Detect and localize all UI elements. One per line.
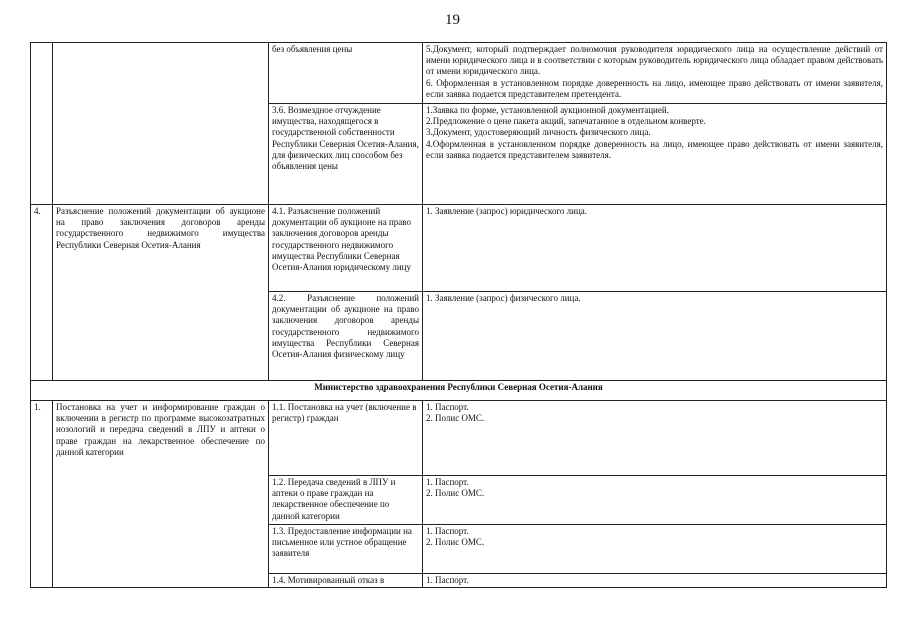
document-item: 4.Оформленная в установленном порядке доверенность на лицо, имеющее право действовать от имени заявителя, если заявка подается представителем заявителя. <box>426 138 883 160</box>
table-row <box>31 476 887 525</box>
subservice-name: 1.1. Постановка на учет (включение в регистр) граждан <box>269 401 423 476</box>
row-number <box>31 525 53 574</box>
required-documents <box>423 43 887 104</box>
row-number <box>31 292 53 381</box>
subservice-name: 1.3. Предоставление информации на письменное или устное обращение заявителя <box>269 525 423 574</box>
page-number: 19 <box>445 12 460 28</box>
ministry-heading: Министерство здравоохранения Республики Северная Осетия-Алания <box>31 381 887 401</box>
document-item: 1. Паспорт. <box>426 402 469 412</box>
required-documents <box>423 205 887 292</box>
subservice-name: 4.1. Разъяснение положений документации об аукционе на право заключения договоров аренды государственного недвижимого имущества Республики Северная Осетия-Алания юридическому лицу <box>269 205 423 292</box>
document-item: 2. Полис ОМС. <box>426 413 485 424</box>
required-documents <box>423 525 887 574</box>
service-name <box>53 43 269 104</box>
document-item: 2. Полис ОМС. <box>426 537 485 548</box>
document-item: 2.Предложение о цене пакета акций, запечатанное в отдельном конверте. <box>426 116 706 127</box>
service-name: Разъяснение положений документации об аукционе на право заключения договоров аренды государственного недвижимого имущества Республики Северная Осетия-Алания <box>53 205 269 292</box>
document-item: 1. Паспорт. <box>426 526 469 536</box>
service-name <box>53 525 269 574</box>
required-documents <box>423 292 887 381</box>
table-row <box>31 574 887 588</box>
table-row <box>31 381 887 401</box>
document-item: 1. Паспорт. <box>426 477 469 487</box>
services-table <box>30 42 887 588</box>
subservice-name: без объявления цены <box>269 43 423 104</box>
table-row <box>31 401 887 476</box>
table-row <box>31 43 887 104</box>
document-item: 1. Заявление (запрос) физического лица. <box>426 293 581 303</box>
row-number <box>31 574 53 588</box>
row-number <box>31 104 53 205</box>
required-documents <box>423 401 887 476</box>
document-item: 1.Заявка по форме, установленной аукционной документацией. <box>426 105 669 115</box>
row-number: 1. <box>31 401 53 476</box>
required-documents <box>423 104 887 205</box>
document-item: 2. Полис ОМС. <box>426 488 485 499</box>
document-item: 3.Документ, удостоверяющий личность физического лица. <box>426 127 651 138</box>
service-name <box>53 104 269 205</box>
table-row <box>31 104 887 205</box>
row-number <box>31 43 53 104</box>
document-item: 1. Паспорт. <box>426 575 469 585</box>
table-row <box>31 292 887 381</box>
subservice-name: 1.2. Передача сведений в ЛПУ и аптеки о праве граждан на лекарственное обеспечение по данной категории <box>269 476 423 525</box>
required-documents <box>423 574 887 588</box>
service-name <box>53 574 269 588</box>
table-row <box>31 205 887 292</box>
subservice-name: 3.6. Возмездное отчуждение имущества, находящегося в государственной собственности Республики Северная Осетия-Алания, для физических лиц способом без объявления цены <box>269 104 423 205</box>
document-item: 1. Заявление (запрос) юридического лица. <box>426 206 588 216</box>
service-name <box>53 476 269 525</box>
subservice-name: 4.2. Разъяснение положений документации об аукционе на право заключения договоров аренды государственного недвижимого имущества Республики Северная Осетия-Алания физическому лицу <box>269 292 423 381</box>
document-item: 6. Оформленная в установленном порядке доверенность на лицо, имеющее право действовать от имени заявителя, если заявка подается представителем претендента. <box>426 77 883 99</box>
subservice-name: 1.4. Мотивированный отказ в <box>269 574 423 588</box>
document-item: 5.Документ, который подтверждает полномочия руководителя юридического лица на осуществление действий от имени юридического лица и в соответствии с которым руководитель юридического лица обладает правом действовать от имени юридического лица. <box>426 44 883 77</box>
service-name <box>53 292 269 381</box>
table-row <box>31 525 887 574</box>
required-documents <box>423 476 887 525</box>
service-name: Постановка на учет и информирование граждан о включении в регистр по программе высокозатратных нозологий и передача сведений в ЛПУ и аптеки о праве граждан на лекарственное обеспечение по данной категории <box>53 401 269 476</box>
row-number <box>31 476 53 525</box>
row-number: 4. <box>31 205 53 292</box>
